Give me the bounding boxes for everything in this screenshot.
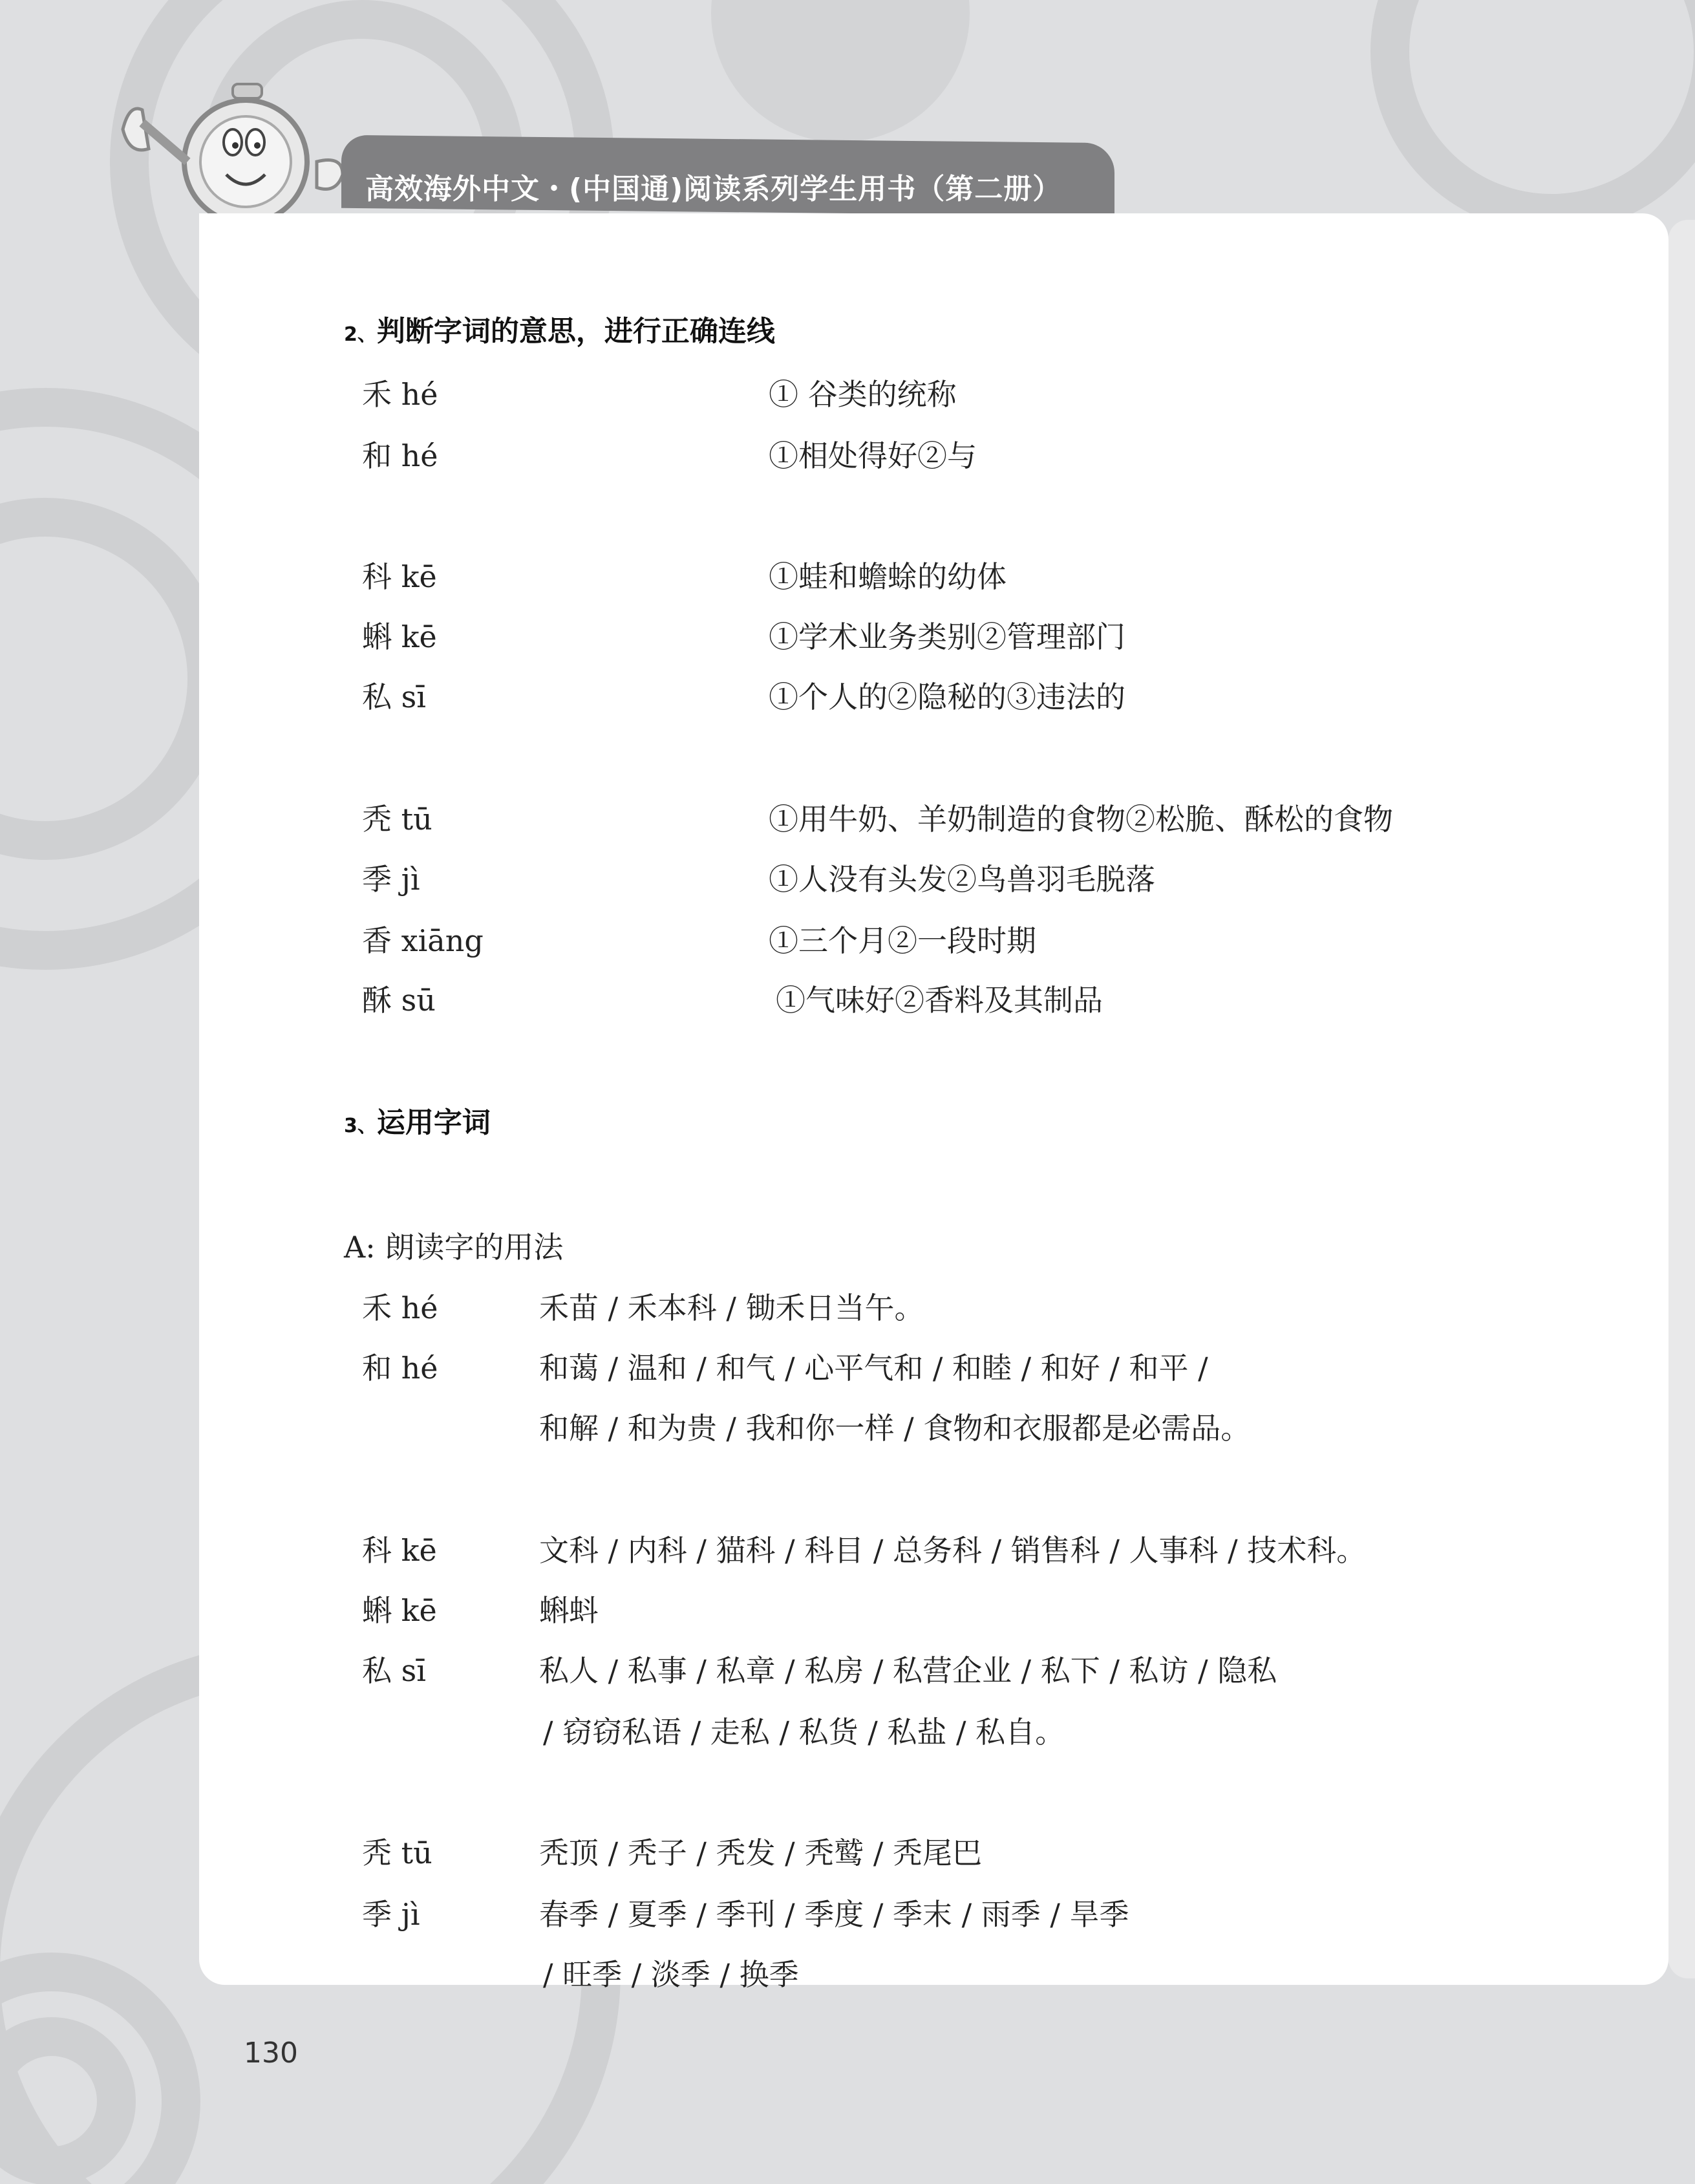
- match-meaning: ①学术业务类别②管理部门: [769, 619, 1125, 654]
- match-meaning: ①蛙和蟾蜍的幼体: [769, 559, 1007, 594]
- usage-word: 科 kē: [362, 1533, 437, 1568]
- match-word: 蝌 kē: [362, 619, 437, 654]
- usage-text: 私人 / 私事 / 私章 / 私房 / 私营企业 / 私下 / 私访 / 隐私: [539, 1653, 1277, 1688]
- section-number: 2、: [344, 323, 377, 346]
- section-2-heading: [344, 312, 775, 354]
- usage-word: 私 sī: [362, 1653, 426, 1688]
- section-title: 运用字词: [376, 1106, 491, 1139]
- page-edge: [1668, 220, 1695, 1978]
- usage-text: 春季 / 夏季 / 季刊 / 季度 / 季末 / 雨季 / 旱季: [539, 1897, 1129, 1932]
- match-word: 季 jì: [362, 862, 420, 897]
- subsection-title: A: 朗读字的用法: [344, 1230, 564, 1265]
- usage-word: 季 jì: [362, 1897, 420, 1932]
- usage-text: 和解 / 和为贵 / 我和你一样 / 食物和衣服都是必需品。: [539, 1411, 1251, 1446]
- usage-text: 秃顶 / 秃子 / 秃发 / 秃鹫 / 秃尾巴: [539, 1836, 982, 1870]
- match-word: 和 hé: [362, 438, 438, 473]
- section-number: 3、: [344, 1115, 377, 1137]
- match-meaning: ①人没有头发②鸟兽羽毛脱落: [769, 862, 1155, 897]
- match-word: 科 kē: [362, 559, 437, 594]
- match-meaning: ① 谷类的统称: [769, 377, 957, 412]
- usage-word: 和 hé: [362, 1351, 438, 1386]
- match-meaning: ①气味好②香料及其制品: [776, 983, 1103, 1018]
- match-word: 私 sī: [362, 680, 426, 714]
- section-title: 判断字词的意思，进行正确连线: [376, 315, 775, 348]
- match-meaning: ①用牛奶、羊奶制造的食物②松脆、酥松的食物: [769, 802, 1393, 837]
- match-meaning: ①个人的②隐秘的③违法的: [769, 680, 1125, 714]
- match-word: 香 xiāng: [362, 923, 484, 958]
- usage-text: / 旺季 / 淡季 / 换季: [543, 1957, 799, 1992]
- usage-text: 禾苗 / 禾本科 / 锄禾日当午。: [539, 1290, 924, 1325]
- usage-word: 蝌 kē: [362, 1593, 437, 1628]
- match-word: 秃 tū: [362, 802, 432, 837]
- mascot-clock-icon: [103, 65, 349, 233]
- usage-word: 禾 hé: [362, 1290, 438, 1325]
- usage-text: / 窃窃私语 / 走私 / 私货 / 私盐 / 私自。: [543, 1715, 1065, 1750]
- book-title: 高效海外中文・(中国通)阅读系列学生用书（第二册）: [365, 173, 1062, 206]
- usage-text: 文科 / 内科 / 猫科 / 科目 / 总务科 / 销售科 / 人事科 / 技术科。: [539, 1533, 1367, 1568]
- match-word: 禾 hé: [362, 377, 438, 412]
- usage-text: 蝌蚪: [539, 1593, 599, 1628]
- page-number: 130: [244, 2037, 298, 2070]
- usage-text: 和蔼 / 温和 / 和气 / 心平气和 / 和睦 / 和好 / 和平 /: [539, 1351, 1208, 1386]
- match-meaning: ①三个月②一段时期: [769, 923, 1036, 958]
- section-3-heading: [344, 1104, 491, 1146]
- match-meaning: ①相处得好②与: [769, 438, 977, 473]
- usage-word: 秃 tū: [362, 1836, 432, 1870]
- match-word: 酥 sū: [362, 983, 436, 1018]
